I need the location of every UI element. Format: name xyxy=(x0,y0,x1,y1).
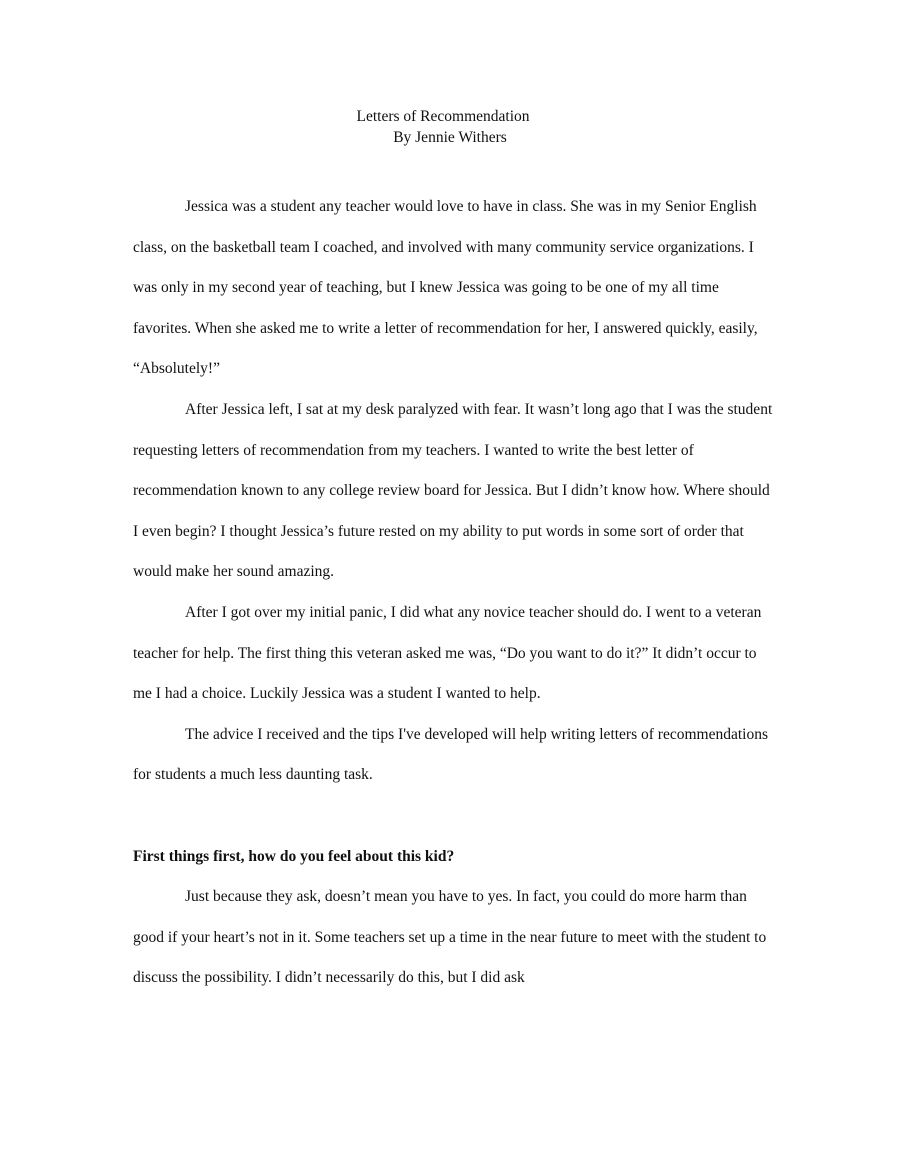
paragraph: After Jessica left, I sat at my desk paralyzed with fear. It wasn’t long ago that I was the student requesting letters of recommendation from my teachers. I wanted to write the best letter of recommendation known to any college review board for Jessica. But I didn’t know how. Where should I even begin? I thought Jessica’s future rested on my ability to put words in some sort of order that would make her sound amazing. xyxy=(133,400,773,581)
section-heading: First things first, how do you feel about this kid? xyxy=(133,847,455,865)
document-author: By Jennie Withers xyxy=(393,129,507,146)
paragraph: Just because they ask, doesn’t mean you have to yes. In fact, you could do more harm than good if your heart’s not in it. Some teachers set up a time in the near future to meet with the student to discuss the possibility. I didn’t necessarily do this, but I did ask xyxy=(133,888,767,987)
paragraph: Jessica was a student any teacher would love to have in class. She was in my Senior English class, on the basketball team I coached, and involved with many community service organizations. I was only in my second year of teaching, but I knew Jessica was going to be one of my all time favorites. When she asked me to write a letter of recommendation for her, I answered quickly, easily, “Absolutely!” xyxy=(133,198,758,378)
paragraph: The advice I received and the tips I've developed will help writing letters of recommendations for students a much less daunting task. xyxy=(133,725,768,784)
document-body xyxy=(133,187,773,999)
paragraph: After I got over my initial panic, I did what any novice teacher should do. I went to a veteran teacher for help. The first thing this veteran asked me was, “Do you want to do it?” It didn’t occur to me I had a choice. Luckily Jessica was a student I wanted to help. xyxy=(133,603,762,703)
document-title: Letters of Recommendation xyxy=(356,108,530,125)
